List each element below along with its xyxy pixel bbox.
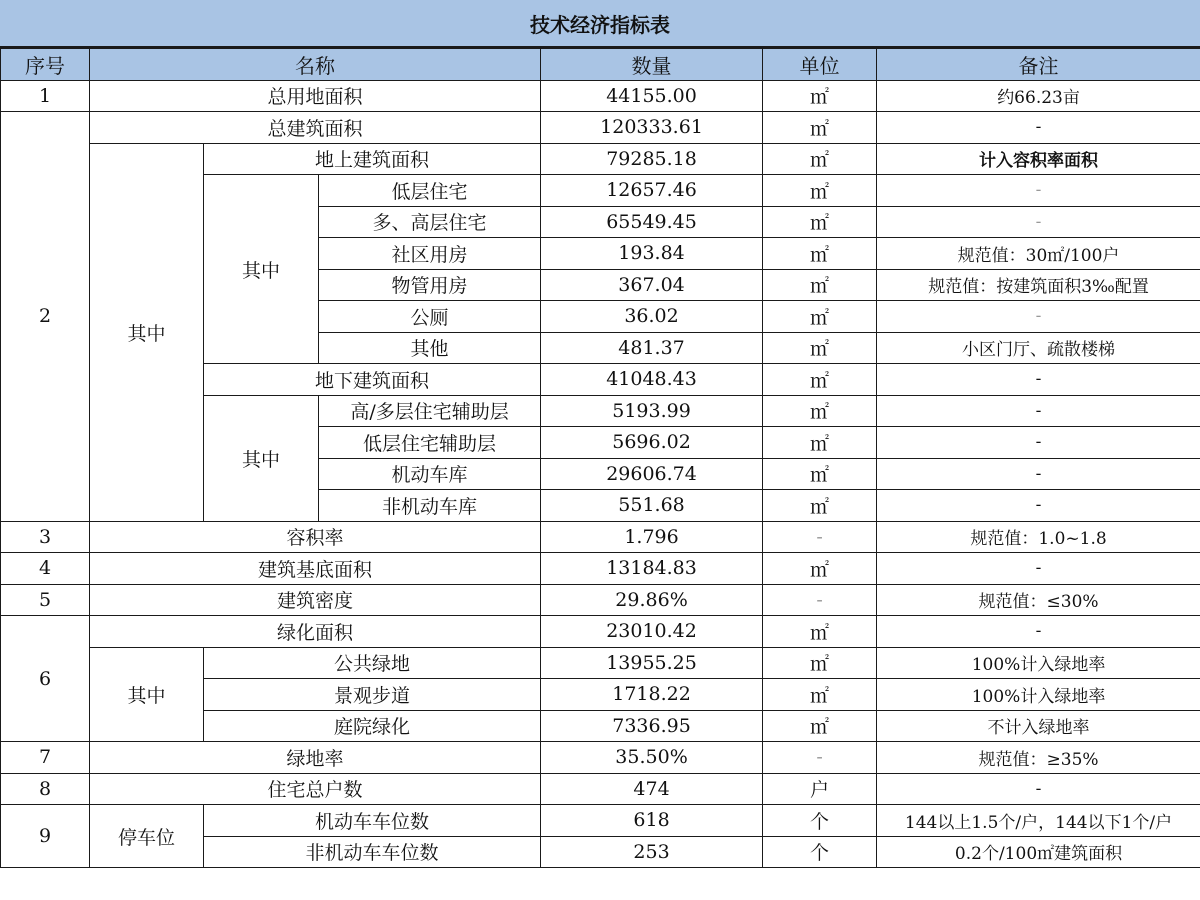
subgroup-label: 其中: [204, 175, 319, 364]
row-qty: 474: [541, 773, 763, 805]
row-note: 小区门厅、疏散楼梯: [877, 332, 1200, 364]
row-note: -: [877, 364, 1200, 396]
header-note: 备注: [877, 49, 1200, 81]
row-seq: 2: [1, 112, 90, 522]
row-name: 景观步道: [204, 679, 541, 711]
group-label: 其中: [90, 143, 204, 521]
row-unit: ㎡: [763, 395, 877, 427]
row-qty: 29.86%: [541, 584, 763, 616]
row-qty: 551.68: [541, 490, 763, 522]
table-title: 技术经济指标表: [0, 0, 1200, 48]
row-unit: ㎡: [763, 112, 877, 144]
row-name: 高/多层住宅辅助层: [319, 395, 541, 427]
row-qty: 41048.43: [541, 364, 763, 396]
row-unit: ㎡: [763, 710, 877, 742]
row-unit: -: [763, 584, 877, 616]
table-row: [1, 112, 1200, 144]
row-unit: ㎡: [763, 647, 877, 679]
row-unit: 户: [763, 773, 877, 805]
row-name: 建筑密度: [90, 584, 541, 616]
row-qty: 481.37: [541, 332, 763, 364]
row-qty: 23010.42: [541, 616, 763, 648]
row-seq: 1: [1, 80, 90, 112]
row-qty: 5193.99: [541, 395, 763, 427]
row-unit: 个: [763, 805, 877, 837]
row-name: 机动车库: [319, 458, 541, 490]
row-unit: ㎡: [763, 679, 877, 711]
row-qty: 120333.61: [541, 112, 763, 144]
row-note: 0.2个/100㎡建筑面积: [877, 836, 1200, 868]
row-name: 非机动车库: [319, 490, 541, 522]
row-unit: ㎡: [763, 553, 877, 585]
header-unit: 单位: [763, 49, 877, 81]
table-row: [1, 647, 1200, 679]
row-note: 100%计入绿地率: [877, 647, 1200, 679]
row-note: -: [877, 395, 1200, 427]
row-note: -: [877, 458, 1200, 490]
row-note: -: [877, 553, 1200, 585]
row-note: 规范值：≥35%: [877, 742, 1200, 774]
row-unit: ㎡: [763, 301, 877, 333]
table-row: [1, 553, 1200, 585]
row-name: 地上建筑面积: [204, 143, 541, 175]
row-name: 低层住宅辅助层: [319, 427, 541, 459]
row-qty: 79285.18: [541, 143, 763, 175]
row-seq: 3: [1, 521, 90, 553]
row-name: 非机动车车位数: [204, 836, 541, 868]
row-seq: 5: [1, 584, 90, 616]
row-qty: 253: [541, 836, 763, 868]
header-row: [1, 49, 1200, 81]
row-name: 机动车车位数: [204, 805, 541, 837]
row-note: -: [877, 773, 1200, 805]
row-qty: 65549.45: [541, 206, 763, 238]
header-name: 名称: [90, 49, 541, 81]
row-note: 计入容积率面积: [877, 143, 1200, 175]
row-qty: 7336.95: [541, 710, 763, 742]
table-row: [1, 80, 1200, 112]
row-unit: ㎡: [763, 80, 877, 112]
row-unit: ㎡: [763, 490, 877, 522]
row-name: 住宅总户数: [90, 773, 541, 805]
row-unit: ㎡: [763, 427, 877, 459]
row-unit: ㎡: [763, 206, 877, 238]
row-note: -: [877, 112, 1200, 144]
row-note: -: [877, 427, 1200, 459]
row-seq: 8: [1, 773, 90, 805]
row-note: -: [877, 616, 1200, 648]
row-unit: ㎡: [763, 238, 877, 270]
row-name: 地下建筑面积: [204, 364, 541, 396]
row-name: 容积率: [90, 521, 541, 553]
header-seq: 序号: [1, 49, 90, 81]
row-unit: ㎡: [763, 364, 877, 396]
row-qty: 13184.83: [541, 553, 763, 585]
row-seq: 7: [1, 742, 90, 774]
row-unit: -: [763, 521, 877, 553]
row-note: 规范值：按建筑面积3‰配置: [877, 269, 1200, 301]
row-note: -: [877, 490, 1200, 522]
row-note: 约66.23亩: [877, 80, 1200, 112]
row-qty: 29606.74: [541, 458, 763, 490]
row-note: 不计入绿地率: [877, 710, 1200, 742]
table-row: [1, 521, 1200, 553]
row-name: 多、高层住宅: [319, 206, 541, 238]
row-qty: 367.04: [541, 269, 763, 301]
row-qty: 1.796: [541, 521, 763, 553]
row-unit: ㎡: [763, 458, 877, 490]
group-label: 其中: [90, 647, 204, 742]
row-note: -: [877, 301, 1200, 333]
row-note: 144以上1.5个/户，144以下1个/户: [877, 805, 1200, 837]
row-name: 社区用房: [319, 238, 541, 270]
row-note: 规范值：30㎡/100户: [877, 238, 1200, 270]
row-seq: 4: [1, 553, 90, 585]
row-unit: ㎡: [763, 175, 877, 207]
row-unit: ㎡: [763, 143, 877, 175]
row-unit: 个: [763, 836, 877, 868]
parking-label: 停车位: [90, 805, 204, 868]
row-qty: 35.50%: [541, 742, 763, 774]
row-qty: 1718.22: [541, 679, 763, 711]
row-unit: ㎡: [763, 269, 877, 301]
row-qty: 44155.00: [541, 80, 763, 112]
subgroup-label: 其中: [204, 395, 319, 521]
row-name: 绿地率: [90, 742, 541, 774]
row-name: 庭院绿化: [204, 710, 541, 742]
row-qty: 12657.46: [541, 175, 763, 207]
table-row: [1, 143, 1200, 175]
row-name: 公共绿地: [204, 647, 541, 679]
row-qty: 13955.25: [541, 647, 763, 679]
row-qty: 193.84: [541, 238, 763, 270]
row-name: 其他: [319, 332, 541, 364]
table-row: [1, 584, 1200, 616]
row-name: 总用地面积: [90, 80, 541, 112]
row-qty: 5696.02: [541, 427, 763, 459]
table-row: [1, 805, 1200, 837]
row-name: 总建筑面积: [90, 112, 541, 144]
table-row: [1, 742, 1200, 774]
row-qty: 36.02: [541, 301, 763, 333]
row-note: -: [877, 175, 1200, 207]
row-seq: 6: [1, 616, 90, 742]
row-unit: -: [763, 742, 877, 774]
row-name: 建筑基底面积: [90, 553, 541, 585]
table-row: [1, 773, 1200, 805]
header-qty: 数量: [541, 49, 763, 81]
row-note: 规范值：1.0~1.8: [877, 521, 1200, 553]
tech-econ-table: [0, 48, 1200, 868]
row-name: 公厕: [319, 301, 541, 333]
row-name: 物管用房: [319, 269, 541, 301]
row-unit: ㎡: [763, 332, 877, 364]
row-name: 绿化面积: [90, 616, 541, 648]
table-row: [1, 616, 1200, 648]
row-note: -: [877, 206, 1200, 238]
row-name: 低层住宅: [319, 175, 541, 207]
row-qty: 618: [541, 805, 763, 837]
row-seq: 9: [1, 805, 90, 868]
row-note: 规范值：≤30%: [877, 584, 1200, 616]
row-note: 100%计入绿地率: [877, 679, 1200, 711]
row-unit: ㎡: [763, 616, 877, 648]
